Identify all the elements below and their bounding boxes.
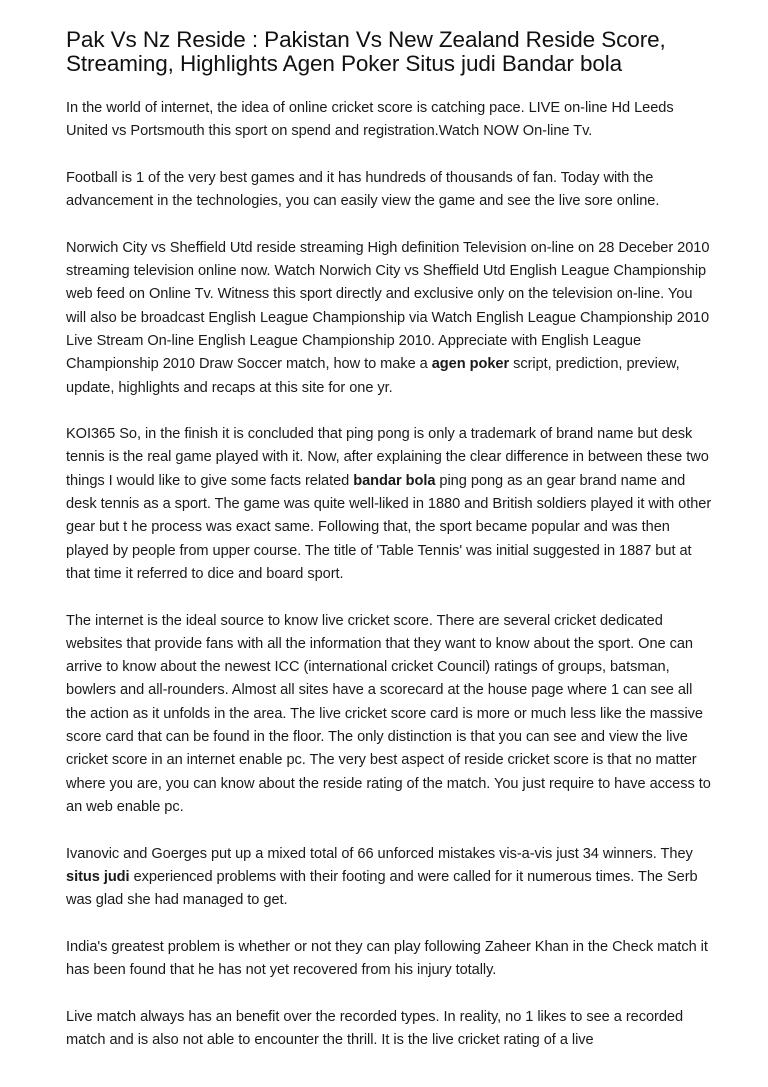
keyword-bandar-bola: bandar bola <box>353 472 436 489</box>
keyword-agen-poker: agen poker <box>431 356 510 373</box>
paragraph-7: India's greatest problem is whether or not they can play following Zaheer Khan in the Check match it has been found that he has not yet recovered from his injury totally. <box>66 938 708 978</box>
paragraph-4-text-before: KOI365 So, in the finish it is concluded that ping pong is only a trademark of brand name but desk tennis is the real game played with it. Now, after explaining the clear difference in between these two things I would like to give some facts related <box>66 426 709 489</box>
paragraph-6-text-before: Ivanovic and Goerges put up a mixed total of 66 unforced mistakes vis-a-vis just 34 winners. They <box>66 845 693 862</box>
paragraph-2: Football is 1 of the very best games and it has hundreds of thousands of fan. Today with the advancement in the technologies, you can easily view the game and see the live sore online. <box>66 169 660 210</box>
keyword-situs-judi: situs judi <box>66 868 130 885</box>
paragraph-6 <box>66 843 716 913</box>
paragraph-3-text-after: script, prediction, preview, update, highlights and recaps at this site for one yr. <box>66 356 680 396</box>
paragraph-4-text-after: ping pong as an gear brand name and desk tennis as a sport. The game was quite well-liked in 1880 and British soldiers played it with other gear but t he process was exact same. Following that, the sport became popular and was then played by people from upper course. The title of 'Table Tennis' was initial suggested in 1887 but at that time it referred to dice and board sport. <box>66 472 712 582</box>
paragraph-4 <box>66 423 716 586</box>
paragraph-1: In the world of internet, the idea of online cricket score is catching pace. LIVE on-line Hd Leeds United vs Portsmouth this sport on spend and registration.Watch NOW On-line Tv. <box>66 100 674 140</box>
paragraph-6-text-after: experienced problems with their footing and were called for it numerous times. The Serb was glad she had managed to get. <box>66 868 698 909</box>
document-page <box>66 28 716 1075</box>
page-title: Pak Vs Nz Reside : Pakistan Vs New Zealand Reside Score, Streaming, Highlights Agen Poker Situs judi Bandar bola <box>66 27 666 76</box>
paragraph-3 <box>66 237 716 400</box>
paragraph-5: The internet is the ideal source to know live cricket score. There are several cricket dedicated websites that provide fans with all the information that they want to know about the sport. One can arrive to know about the newest ICC (international cricket Council) ratings of groups, batsman, bowlers and all-rounders. Almost all sites have a scorecard at the house page where 1 can see all the action as it unfolds in the area. The live cricket score card is more or much less like the massive score card that can be found in the floor. The only distinction is that you can see and view the live cricket score in an internet enable pc. The very best aspect of reside cricket score is that no matter where you are, you can know about the reside rating of the match. You just require to have access to an web enable pc. <box>66 612 711 815</box>
paragraph-3-text-before: Norwich City vs Sheffield Utd reside streaming High definition Television on-line on 28 Deceber 2010 streaming television online now. Watch Norwich City vs Sheffield Utd English League Championship web feed on Online Tv. Witness this sport directly and exclusive only on the television on-line. You will also be broadcast English League Championship via Watch English League Championship 2010 Live Stream On-line English League Championship 2010. Appreciate with English League Championship 2010 Draw Soccer match, how to make a <box>66 239 710 373</box>
paragraph-8: Live match always has an benefit over the recorded types. In reality, no 1 likes to see a recorded match and is also not able to encounter the thrill. It is the live cricket rating of a live <box>66 1008 684 1048</box>
